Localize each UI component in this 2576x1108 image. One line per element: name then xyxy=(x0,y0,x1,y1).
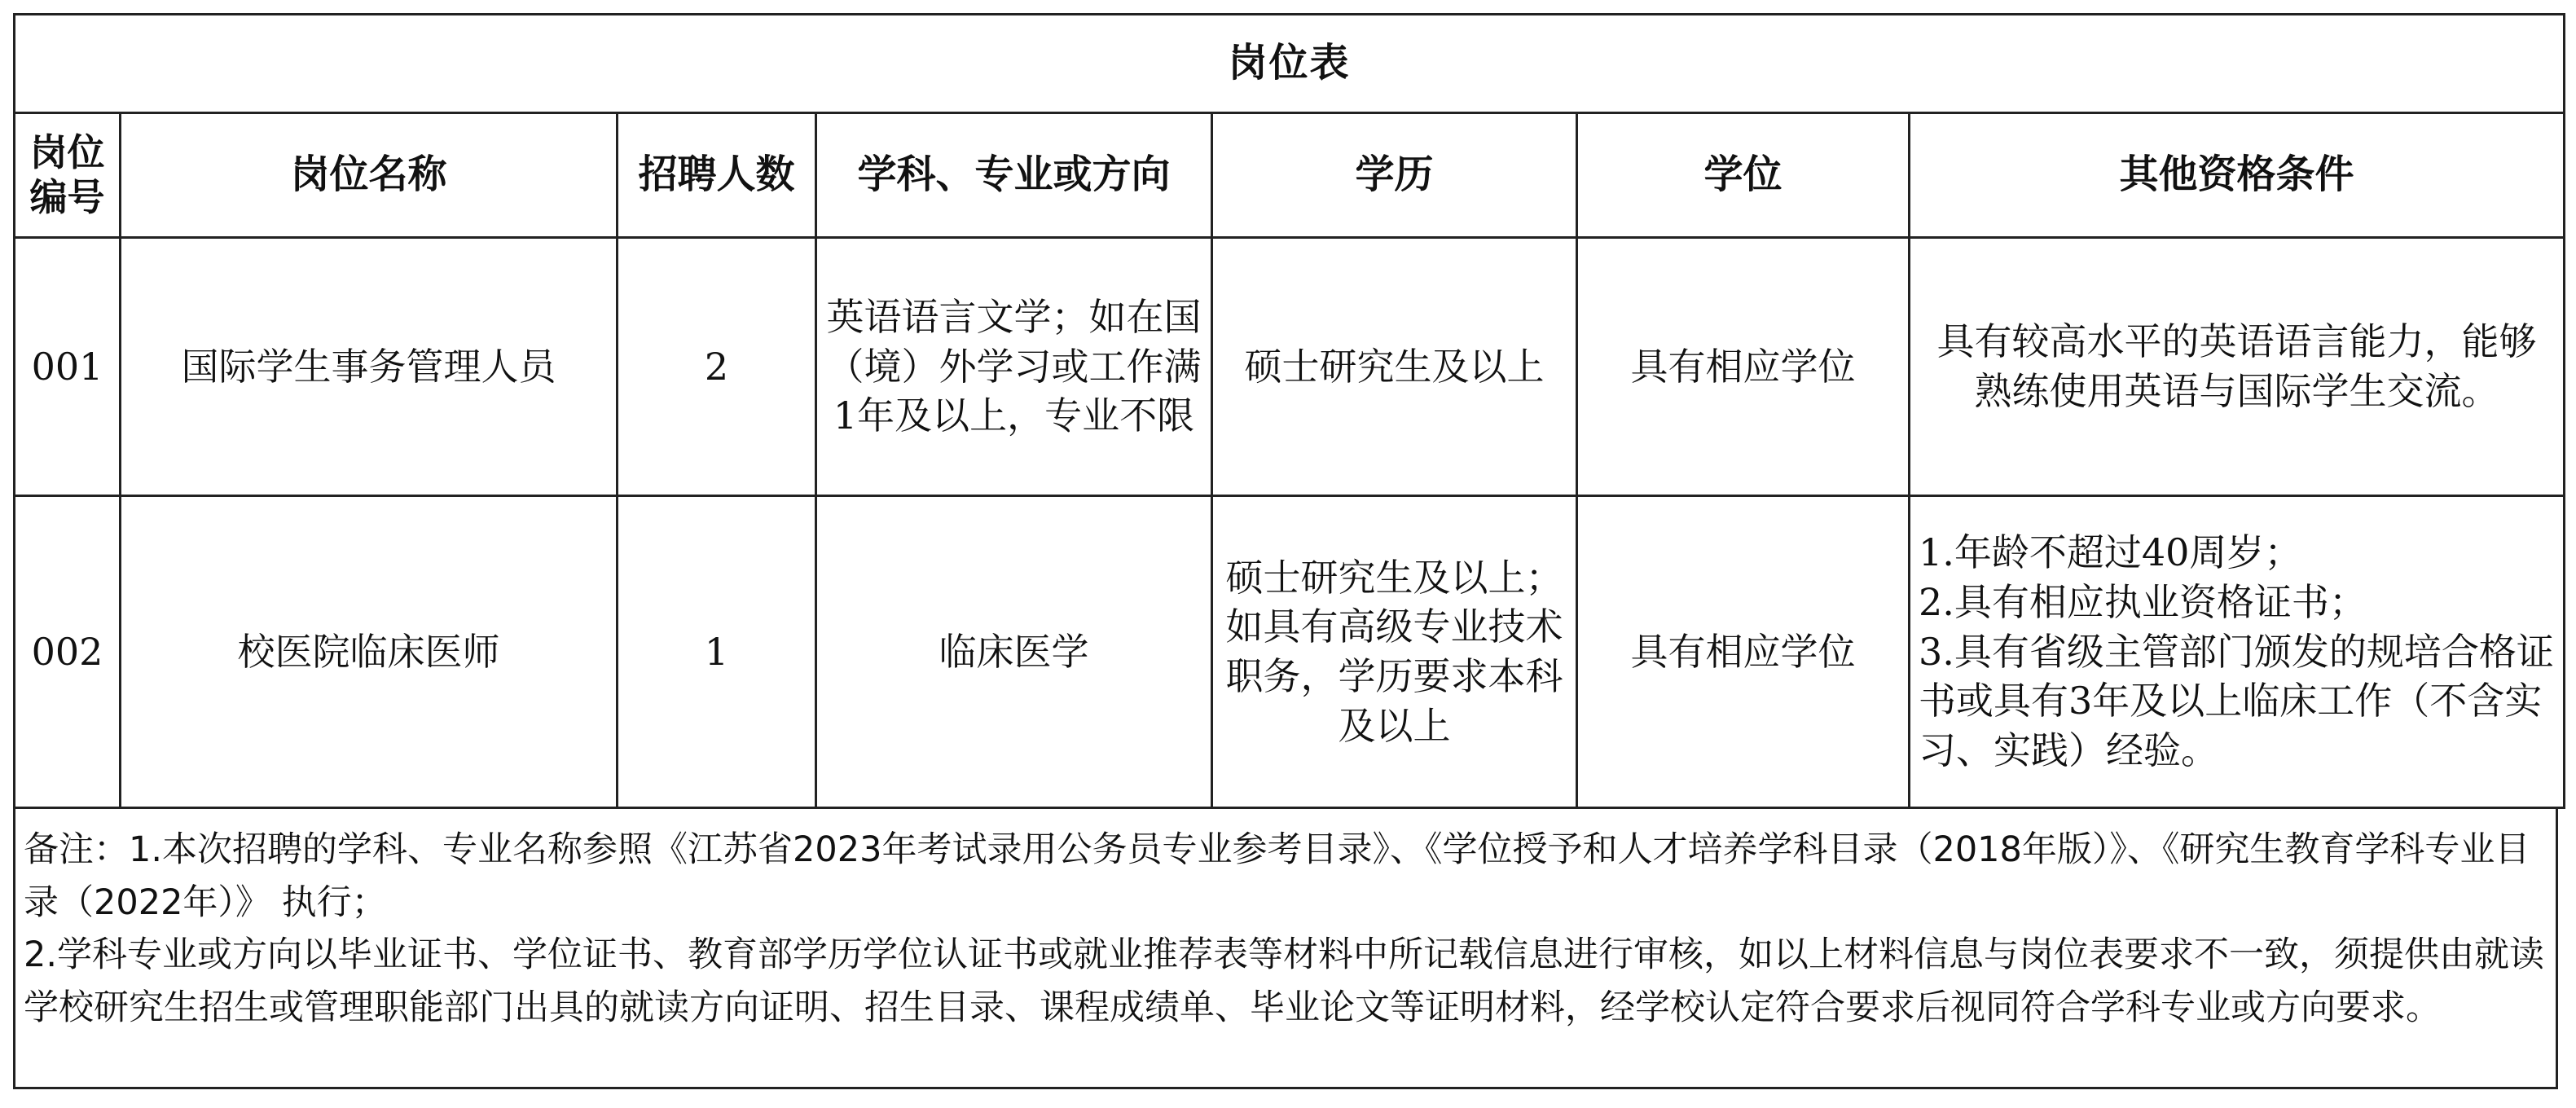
cell-post-no: 001 xyxy=(15,238,121,496)
cell-post-name: 国际学生事务管理人员 xyxy=(121,238,618,496)
qualification-item: 1.年龄不超过40周岁； xyxy=(1919,530,2302,575)
cell-discipline: 临床医学 xyxy=(816,496,1212,808)
cell-post-name: 校医院临床医师 xyxy=(121,496,618,808)
cell-other-qualifications: 具有较高水平的英语语言能力，能够熟练使用英语与国际学生交流。 xyxy=(1910,238,2565,496)
note-line-1: 备注：1.本次招聘的学科、专业名称参照《江苏省2023年考试录用公务员专业参考目录》、《学位授予和人才培养学科目录（2018年版）》、《研究生教育学科专业目录（2022年）》 执行； xyxy=(24,829,2530,923)
cell-post-no: 002 xyxy=(15,496,121,808)
header-post-no: 岗位编号 xyxy=(15,113,121,238)
cell-education: 硕士研究生及以上 xyxy=(1212,238,1577,496)
title-row xyxy=(15,15,2565,113)
cell-other-qualifications xyxy=(1910,496,2565,808)
cell-degree: 具有相应学位 xyxy=(1577,238,1910,496)
header-other-qualifications: 其他资格条件 xyxy=(1910,113,2565,238)
note-line-2: 2.学科专业或方向以毕业证书、学位证书、教育部学历学位认证书或就业推荐表等材料中所记载信息进行审核，如以上材料信息与岗位表要求不一致，须提供由就读学校研究生招生或管理职能部门出具的就读方向证明、招生目录、课程成绩单、毕业论文等证明材料，经学校认定符合要求后视同符合学科专业或方向要求。 xyxy=(24,934,2545,1028)
header-degree: 学位 xyxy=(1577,113,1910,238)
header-row xyxy=(15,113,2565,238)
cell-discipline: 英语语言文学；如在国（境）外学习或工作满1年及以上，专业不限 xyxy=(816,238,1212,496)
recruitment-sheet xyxy=(13,13,2563,1089)
qualification-item: 3.具有省级主管部门颁发的规培合格证书或具有3年及以上临床工作（不含实习、实践）经验。 xyxy=(1919,629,2554,773)
table-row xyxy=(15,238,2565,496)
header-education: 学历 xyxy=(1212,113,1577,238)
header-discipline: 学科、专业或方向 xyxy=(816,113,1212,238)
qualification-item: 2.具有相应执业资格证书； xyxy=(1919,579,2367,624)
cell-degree: 具有相应学位 xyxy=(1577,496,1910,808)
notes-block xyxy=(13,809,2558,1089)
table-row xyxy=(15,496,2565,808)
cell-education: 硕士研究生及以上；如具有高级专业技术职务，学历要求本科及以上 xyxy=(1212,496,1577,808)
cell-hire-count: 1 xyxy=(618,496,816,808)
header-post-name: 岗位名称 xyxy=(121,113,618,238)
table-title: 岗位表 xyxy=(15,15,2565,113)
post-table xyxy=(13,13,2565,809)
cell-hire-count: 2 xyxy=(618,238,816,496)
header-hire-count: 招聘人数 xyxy=(618,113,816,238)
